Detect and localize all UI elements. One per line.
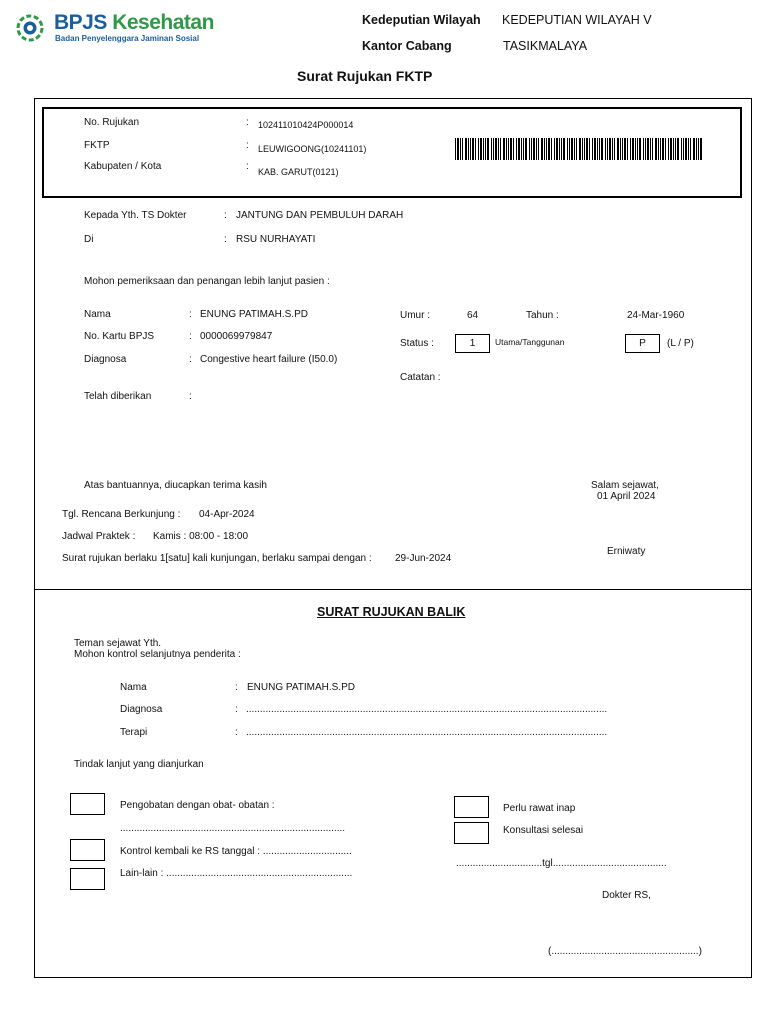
kepada-value: JANTUNG DAN PEMBULUH DARAH: [236, 210, 404, 221]
logo-brand: BPJS Kesehatan: [54, 11, 214, 34]
fktp-label: FKTP: [84, 140, 110, 151]
barcode-bar: [584, 138, 585, 160]
no-rujukan-value: 102411010424P000014: [258, 120, 354, 130]
opt-lain-label: Lain-lain : ...................................................................: [120, 868, 353, 879]
barcode-bar: [544, 138, 545, 160]
barcode-bar: [478, 138, 479, 160]
barcode-bar: [624, 138, 626, 160]
di-label: Di: [84, 234, 94, 245]
kedeputian-value: KEDEPUTIAN WILAYAH V: [502, 13, 652, 27]
barcode-bar: [660, 138, 661, 160]
salam-text: Salam sejawat,: [591, 480, 659, 491]
barcode-bar: [567, 138, 568, 160]
balik-greeting: Teman sejawat Yth.: [74, 638, 162, 649]
barcode-bar: [647, 138, 649, 160]
jadwal-value: Kamis : 08:00 - 18:00: [153, 531, 249, 542]
bpjs-logo-icon: [16, 14, 44, 42]
opt-konsul-label: Konsultasi selesai: [503, 825, 584, 836]
barcode-bar: [559, 138, 560, 160]
barcode-bar: [465, 138, 467, 160]
checkbox-konsultasi[interactable]: [454, 822, 489, 844]
barcode-bar: [582, 138, 583, 160]
barcode-bar: [693, 138, 695, 160]
nama-label: Nama: [84, 309, 111, 320]
barcode-bar: [698, 138, 699, 160]
checkbox-rawat-inap[interactable]: [454, 796, 489, 818]
barcode-bar: [500, 138, 501, 160]
barcode-bar: [525, 138, 527, 160]
balik-title: SURAT RUJUKAN BALIK: [317, 605, 466, 619]
barcode-bar: [688, 138, 689, 160]
barcode-bar: [662, 138, 664, 160]
barcode-bar: [696, 138, 697, 160]
logo-tagline: Badan Penyelenggara Jaminan Sosial: [55, 34, 200, 43]
barcode-bar: [579, 138, 581, 160]
checkbox-obat[interactable]: [70, 793, 105, 815]
barcode-bar: [569, 138, 570, 160]
barcode-bar: [529, 138, 530, 160]
barcode-bar: [675, 138, 676, 160]
barcode-bar: [510, 138, 512, 160]
barcode-bar: [589, 138, 590, 160]
colon: :: [246, 140, 249, 151]
dokter-label: Dokter RS,: [602, 890, 651, 901]
barcode-bar: [677, 138, 679, 160]
opt-obat-dots[interactable]: .................................................................................: [120, 823, 346, 834]
barcode-bar: [533, 138, 535, 160]
status-label: Status :: [400, 338, 434, 349]
barcode-bar: [508, 138, 509, 160]
barcode-bar: [462, 138, 463, 160]
balik-nama-value: ENUNG PATIMAH.S.PD: [247, 682, 355, 693]
status-value: 1: [455, 334, 490, 353]
barcode-bar: [541, 138, 543, 160]
kantor-value: TASIKMALAYA: [503, 39, 588, 53]
barcode-bar: [491, 138, 492, 160]
status-desc: Utama/Tanggunan: [495, 337, 565, 347]
barcode-bar: [480, 138, 482, 160]
barcode-bar: [487, 138, 489, 160]
colon: :: [189, 354, 192, 365]
colon: :: [189, 331, 192, 342]
di-value: RSU NURHAYATI: [236, 234, 316, 245]
barcode-bar: [513, 138, 514, 160]
request-text: Mohon pemeriksaan dan penangan lebih lanjut pasien :: [84, 276, 330, 287]
barcode-bar: [503, 138, 505, 160]
balik-nama-label: Nama: [120, 682, 147, 693]
opt-kontrol-label: Kontrol kembali ke RS tanggal : ................................: [120, 846, 352, 857]
kedeputian-label: Kedeputian Wilayah: [362, 13, 481, 27]
page-title: Surat Rujukan FKTP: [297, 68, 433, 84]
barcode-bar: [586, 138, 588, 160]
umur-value: 64: [467, 310, 479, 321]
barcode-bar: [605, 138, 606, 160]
barcode-bar: [472, 138, 474, 160]
tgl-line[interactable]: ...............................tgl.........................................: [456, 858, 667, 869]
barcode-bar: [601, 138, 603, 160]
barcode-bar: [612, 138, 613, 160]
letter-date: 01 April 2024: [597, 491, 656, 502]
barcode-bar: [531, 138, 532, 160]
sex-desc: (L / P): [667, 338, 694, 349]
barcode-bar: [643, 138, 644, 160]
berlaku-text: Surat rujukan berlaku 1[satu] kali kunjungan, berlaku sampai dengan :: [62, 553, 372, 564]
telah-diberikan-label: Telah diberikan: [84, 391, 152, 402]
barcode-bar: [574, 138, 575, 160]
barcode-bar: [670, 138, 672, 160]
colon: :: [189, 391, 192, 402]
barcode-bar: [632, 138, 634, 160]
barcode-bar: [485, 138, 486, 160]
checkbox-kontrol[interactable]: [70, 839, 105, 861]
signature-line[interactable]: (.....................................................): [548, 946, 702, 957]
balik-diagnosa-label: Diagnosa: [120, 704, 163, 715]
barcode-bar: [609, 138, 611, 160]
barcode-bar: [627, 138, 628, 160]
barcode-bar: [518, 138, 520, 160]
opt-rawat-label: Perlu rawat inap: [503, 803, 576, 814]
section-divider: [34, 589, 752, 590]
barcode-bar: [658, 138, 659, 160]
barcode-bar: [594, 138, 596, 160]
kepada-label: Kepada Yth. TS Dokter: [84, 210, 187, 221]
barcode-bar: [561, 138, 562, 160]
berlaku-value: 29-Jun-2024: [395, 553, 452, 564]
barcode-bar: [498, 138, 499, 160]
barcode-bar: [614, 138, 615, 160]
rencana-value: 04-Apr-2024: [199, 509, 255, 520]
barcode-bar: [457, 138, 459, 160]
barcode-bar: [475, 138, 476, 160]
rencana-label: Tgl. Rencana Berkunjung :: [62, 509, 181, 520]
kabupaten-value: KAB. GARUT(0121): [258, 167, 339, 177]
barcode-bar: [673, 138, 674, 160]
barcode-bar: [546, 138, 547, 160]
barcode-bar: [551, 138, 552, 160]
balik-greeting-2: Mohon kontrol selanjutnya penderita :: [74, 649, 241, 660]
barcode-bar: [620, 138, 621, 160]
barcode-bar: [599, 138, 600, 160]
kantor-label: Kantor Cabang: [362, 39, 452, 53]
umur-label: Umur :: [400, 310, 430, 321]
barcode-bar: [652, 138, 653, 160]
barcode-bar: [655, 138, 657, 160]
barcode-bar: [493, 138, 494, 160]
barcode: [455, 138, 705, 160]
tindak-label: Tindak lanjut yang dianjurkan: [74, 759, 204, 770]
colon: :: [189, 309, 192, 320]
colon: :: [224, 234, 227, 245]
tahun-value: 24-Mar-1960: [627, 310, 685, 321]
barcode-bar: [650, 138, 651, 160]
barcode-bar: [468, 138, 469, 160]
signer-name: Erniwaty: [607, 546, 646, 557]
barcode-bar: [665, 138, 666, 160]
barcode-bar: [635, 138, 636, 160]
diagnosa-label: Diagnosa: [84, 354, 127, 365]
barcode-bar: [506, 138, 507, 160]
barcode-bar: [690, 138, 691, 160]
barcode-bar: [700, 138, 702, 160]
barcode-bar: [455, 138, 456, 160]
barcode-bar: [622, 138, 623, 160]
colon: :: [235, 704, 238, 715]
kabupaten-label: Kabupaten / Kota: [84, 161, 162, 172]
kartu-label: No. Kartu BPJS: [84, 331, 155, 342]
barcode-bar: [592, 138, 593, 160]
colon: :: [246, 161, 249, 172]
barcode-bar: [639, 138, 641, 160]
tahun-label: Tahun :: [526, 310, 559, 321]
colon: :: [235, 682, 238, 693]
sex-value: P: [625, 334, 660, 353]
diagnosa-value: Congestive heart failure (I50.0): [200, 354, 338, 365]
barcode-bar: [556, 138, 558, 160]
no-rujukan-label: No. Rujukan: [84, 117, 140, 128]
kartu-value: 0000069979847: [200, 331, 273, 342]
barcode-bar: [645, 138, 646, 160]
barcode-bar: [523, 138, 524, 160]
barcode-bar: [571, 138, 573, 160]
barcode-bar: [630, 138, 631, 160]
barcode-bar: [668, 138, 669, 160]
colon: :: [246, 117, 249, 128]
barcode-bar: [548, 138, 550, 160]
checkbox-lain[interactable]: [70, 868, 105, 890]
barcode-bar: [460, 138, 461, 160]
barcode-bar: [685, 138, 687, 160]
barcode-bar: [521, 138, 522, 160]
barcode-bar: [538, 138, 539, 160]
balik-terapi-field[interactable]: ..................................................................................................................................: [246, 727, 608, 738]
balik-terapi-label: Terapi: [120, 727, 148, 738]
catatan-label: Catatan :: [400, 372, 441, 383]
barcode-bar: [554, 138, 555, 160]
colon: :: [235, 727, 238, 738]
barcode-bar: [576, 138, 577, 160]
barcode-bar: [516, 138, 517, 160]
thanks-text: Atas bantuannya, diucapkan terima kasih: [84, 480, 267, 491]
barcode-bar: [483, 138, 484, 160]
barcode-bar: [536, 138, 537, 160]
barcode-bar: [563, 138, 565, 160]
barcode-bar: [637, 138, 638, 160]
jadwal-label: Jadwal Praktek :: [62, 531, 136, 542]
opt-obat-label: Pengobatan dengan obat- obatan :: [120, 800, 275, 811]
barcode-bar: [495, 138, 497, 160]
barcode-bar: [597, 138, 598, 160]
colon: :: [224, 210, 227, 221]
barcode-bar: [607, 138, 608, 160]
balik-diagnosa-field[interactable]: ..................................................................................................................................: [246, 704, 608, 715]
fktp-value: LEUWIGOONG(10241101): [258, 144, 367, 154]
barcode-bar: [470, 138, 471, 160]
barcode-bar: [617, 138, 619, 160]
nama-value: ENUNG PATIMAH.S.PD: [200, 309, 308, 320]
barcode-bar: [683, 138, 684, 160]
barcode-bar: [681, 138, 682, 160]
